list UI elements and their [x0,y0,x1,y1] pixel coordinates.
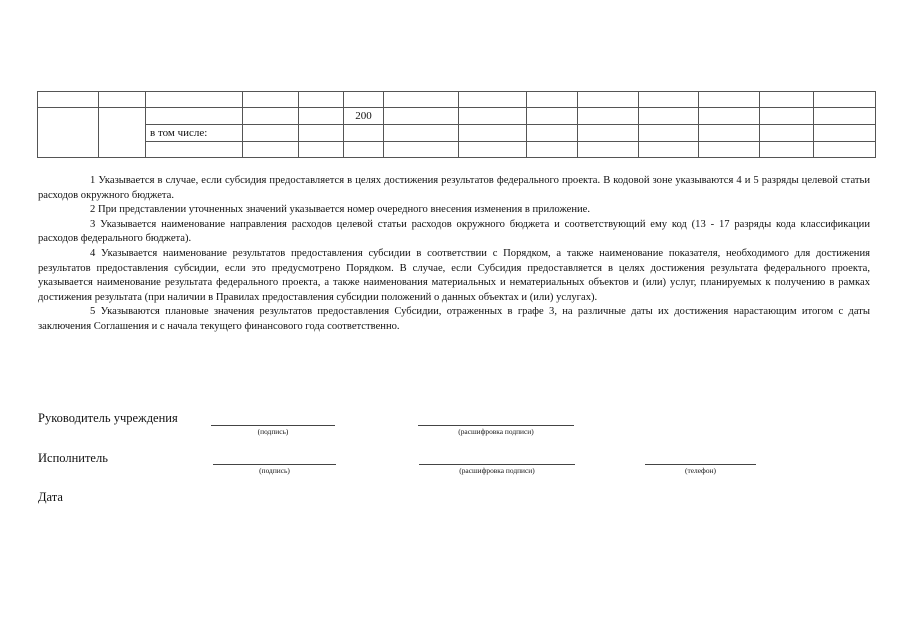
footnote-4: 4 Указывается наименование результатов предоставления субсидии в соответствии с Порядком, а также наименование показателя, необходимого для достижения результатов предоставления субсидии, если это предусмотрено Порядком. В случае, если Субсидия предоставляется в целях достижения результата федерального проекта, указывается наименование результата федерального проекта, а также наименования материальных и нематериальных объектов и (или) услуг, планируемых к получению в рамках достижения результата (при наличии в Правилах предоставления субсидии положений о данных объектах и (или) услугах). [38,247,870,303]
footnote-3: 3 Указывается наименование направления расходов целевой статьи расходов окружного бюджета и соответствующий ему код (13 - 17 разряды кода классификации расходов федерального бюджета). [38,218,870,245]
footnotes [38,174,870,335]
executor-signature-line [213,464,336,465]
including-label: в том числе: [146,125,243,142]
head-signature-line [211,425,335,426]
table-row [38,108,876,125]
head-decoding-line [418,425,574,426]
footnote-2: 2 При представлении уточненных значений указывается номер очередного внесения изменения в приложение. [90,204,591,216]
results-table [37,91,876,158]
footnote-5: 5 Указываются плановые значения результатов предоставления Субсидии, отраженных в графе 3, на различные даты их достижения нарастающим итогом с даты заключения Соглашения и с начала текущего финансового года соответственно. [38,306,870,332]
executor-decoding-line [419,464,575,465]
table-row [38,125,876,142]
executor-decoding-caption: (расшифровка подписи) [459,466,535,475]
footnote-1: 1 Указывается в случае, если субсидия предоставляется в целях достижения результатов федерального проекта. В кодовой зоне указываются 4 и 5 разряды целевой статьи расходов окружного бюджета. [38,175,870,201]
executor-phone-line [645,464,756,465]
table-row [38,142,876,158]
head-signature-caption: (подпись) [257,427,289,436]
head-label: Руководитель учреждения [38,411,178,425]
executor-label: Исполнитель [38,451,108,465]
table-row [38,92,876,108]
executor-signature-caption: (подпись) [259,466,290,475]
date-label: Дата [38,490,63,504]
executor-phone-caption: (телефон) [685,466,716,475]
total-value-cell: 200 [344,108,384,125]
head-decoding-caption: (расшифровка подписи) [458,427,534,436]
